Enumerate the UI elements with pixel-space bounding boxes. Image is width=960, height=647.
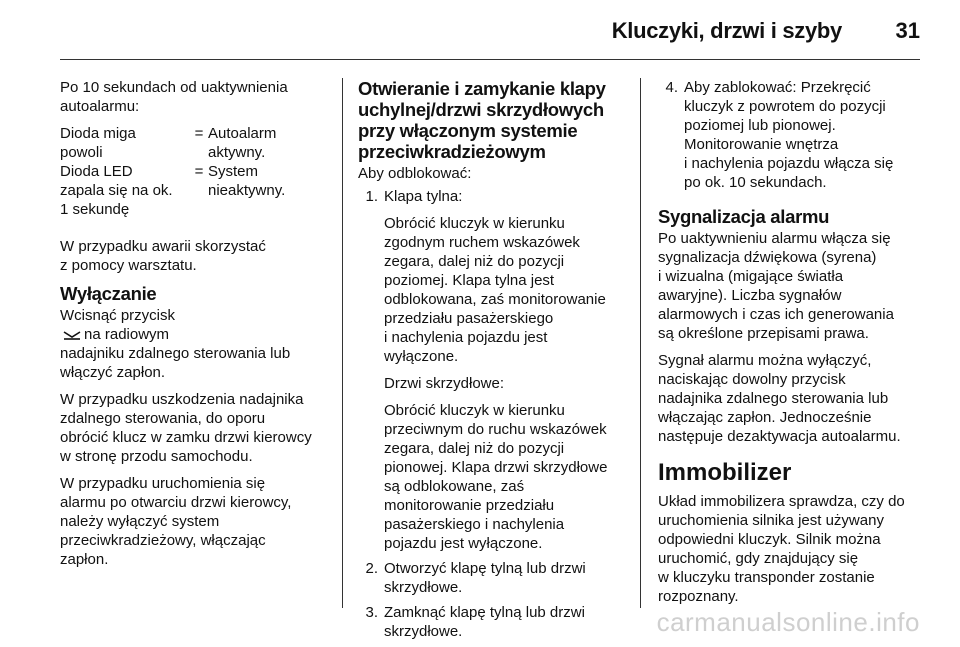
watermark: carmanualsonline.info [656,607,920,637]
deactivate-text-start: Wcisnąć przycisk [60,307,176,324]
step-text: Obrócić kluczyk w kierunku przeciwnym do ruchu wskazówek zegara, dalej niż do pozycji pionowej. Klapa drzwi skrzydłowe są odblokowane, zaś monitorowanie przedziału pasażerskiego i nachylenia pojazdu jest wyłączone. [384,402,608,552]
column-2 [358,78,628,647]
step-number: 2. [365,560,378,577]
intro-text: Po 10 sekundach od uaktywnienia autoalarmu: [60,79,288,115]
section-heading-immobilizer: Immobilizer [658,459,792,486]
step-text: Obrócić kluczyk w kierunku zgodnym ruchem wskazówek zegara, dalej niż do pozycji poziomej. Klapa tylna jest odblokowana, zaś monitorowanie przedziału pasażerskiego i nachylenia pojazdu jest wyłączone. [384,215,606,365]
alarm-trigger-text: W przypadku uruchomienia się alarmu po otwarciu drzwi kierowcy, należy wyłączyć system przeciwkradzieżowy, włączając zapłon. [60,475,292,568]
list-item [658,78,928,192]
column-divider-right [640,78,641,608]
unlock-lead: Aby odblokować: [358,165,472,182]
list-item [358,187,628,553]
list-item [358,603,628,641]
step-number: 4. [665,79,678,96]
led-status-table [60,124,328,219]
led-separator: = [194,125,204,142]
led-term: Dioda LED zapala się na ok. 1 sekundę [60,163,173,218]
column-3 [658,78,928,614]
section-heading-wylaczanie: Wyłączanie [60,283,157,304]
step-number: 1. [365,188,378,205]
deactivate-text-end: na radiowym nadajniku zdalnego sterowania lub włączyć zapłon. [60,326,291,381]
step-number: 3. [365,604,378,621]
header-rule [60,59,920,60]
step-label: Klapa tylna: [384,188,463,205]
alarm-off-text: Sygnał alarmu można wyłączyć, naciskając dowolny przycisk nadajnika zdalnego sterowania lub włączając zapłon. Jednocześnie następuje dezaktywacja autoalarmu. [658,352,901,445]
unlock-steps [358,187,628,641]
unlock-tailgate-icon [62,329,82,341]
page-number: 31 [895,18,920,43]
remote-damage-text: W przypadku uszkodzenia nadajnika zdalnego sterowania, do oporu obrócić klucz w zamku drzwi kierowcy w stronę przodu samochodu. [60,391,312,465]
deactivate-text [60,306,328,382]
step-text: Otworzyć klapę tylną lub drzwi skrzydłowe. [384,560,586,596]
step-text: Zamknąć klapę tylną lub drzwi skrzydłowe. [384,604,585,640]
failure-text: W przypadku awarii skorzystać z pomocy warsztatu. [60,238,266,274]
alarm-text: Po uaktywnieniu alarmu włącza się sygnalizacja dźwiękowa (syrena) i wizualna (migające światła awaryjne). Liczba sygnałów alarmowych i czas ich generowania są określone przepisami prawa. [658,230,894,342]
list-item [358,559,628,597]
step-label: Drzwi skrzydłowe: [384,375,505,392]
chapter-title: Kluczyki, drzwi i szyby [611,18,842,43]
lock-steps [658,78,928,192]
column-1 [60,78,328,577]
led-desc: System nieaktywny. [208,163,286,199]
led-desc: Autoalarm aktywny. [208,125,277,161]
section-heading-alarm: Sygnalizacja alarmu [658,206,830,227]
led-separator: = [194,163,204,180]
section-heading-tailgate: Otwieranie i zamykanie klapy uchylnej/drzwi skrzydłowych przy włączonym systemie przeciwkradzieżowym [358,78,606,162]
immobilizer-text: Układ immobilizera sprawdza, czy do uruchomienia silnika jest używany odpowiedni kluczyk. Silnik można uruchomić, gdy znajdujący się w kluczyku transponder zostanie rozpoznany. [658,493,905,605]
column-divider-left [342,78,343,608]
led-term: Dioda miga powoli [60,125,136,161]
step-text: Aby zablokować: Przekręcić kluczyk z powrotem do pozycji poziomej lub pionowej. Monitorowanie wnętrza i nachylenia pojazdu włącza się po ok. 10 sekundach. [684,79,894,191]
